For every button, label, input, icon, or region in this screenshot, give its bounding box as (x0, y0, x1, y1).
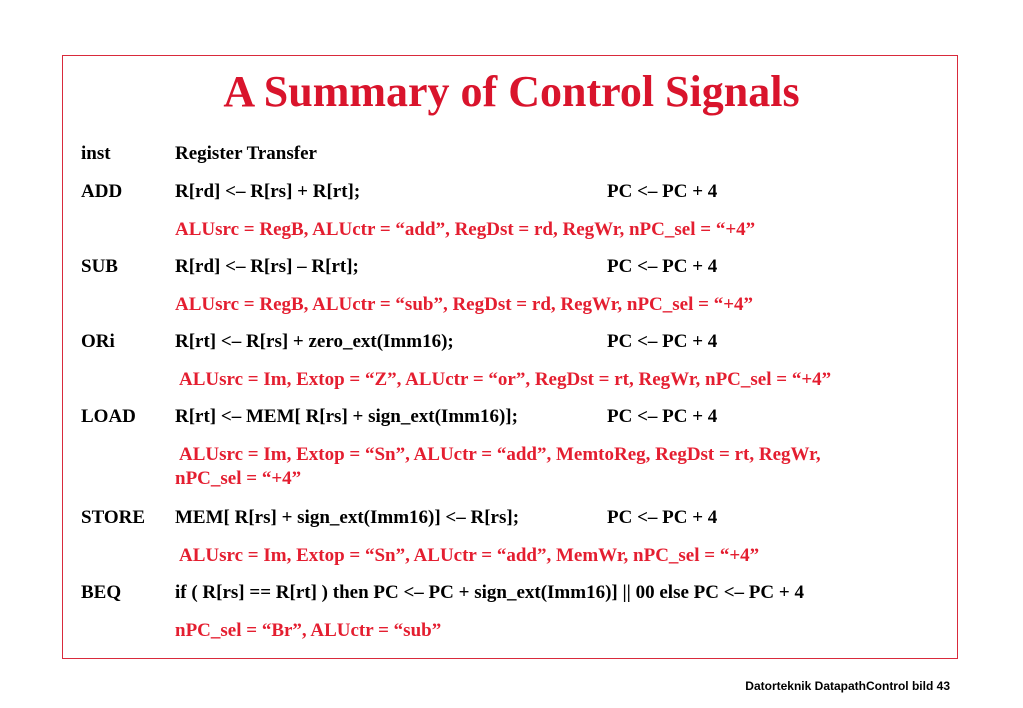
inst-store: STORE (81, 507, 146, 528)
table-header (81, 143, 317, 165)
transfer-load: R[rt] <– MEM[ R[rs] + sign_ext(Imm16)]; (175, 406, 518, 427)
transfer-sub: R[rd] <– R[rs] – R[rt]; (175, 256, 359, 277)
control-sub: ALUsrc = RegB, ALUctr = “sub”, RegDst = rd, RegWr, nPC_sel = “+4” (175, 294, 754, 315)
transfer-store: MEM[ R[rs] + sign_ext(Imm16)] <– R[rs]; (175, 507, 520, 528)
pc-add: PC <– PC + 4 (607, 181, 718, 202)
transfer-beq: if ( R[rs] == R[rt] ) then PC <– PC + sign_ext(Imm16)] || 00 else PC <– PC + 4 (175, 582, 804, 603)
pc-ori: PC <– PC + 4 (607, 331, 718, 352)
control-add: ALUsrc = RegB, ALUctr = “add”, RegDst = rd, RegWr, nPC_sel = “+4” (175, 219, 756, 240)
slide-footer: Datorteknik DatapathControl bild 43 (745, 679, 950, 693)
pc-load: PC <– PC + 4 (607, 406, 718, 427)
header-inst: inst (81, 143, 111, 164)
header-transfer: Register Transfer (175, 143, 317, 164)
inst-add: ADD (81, 181, 123, 202)
inst-load: LOAD (81, 406, 136, 427)
control-load-line1: ALUsrc = Im, Extop = “Sn”, ALUctr = “add”, MemtoReg, RegDst = rt, RegWr, (179, 444, 821, 465)
inst-sub: SUB (81, 256, 118, 277)
transfer-ori: R[rt] <– R[rs] + zero_ext(Imm16); (175, 331, 454, 352)
pc-store: PC <– PC + 4 (607, 507, 718, 528)
control-load-line2: nPC_sel = “+4” (175, 468, 302, 489)
transfer-add: R[rd] <– R[rs] + R[rt]; (175, 181, 361, 202)
inst-ori: ORi (81, 331, 115, 352)
control-store: ALUsrc = Im, Extop = “Sn”, ALUctr = “add”, MemWr, nPC_sel = “+4” (179, 545, 760, 566)
slide-title: A Summary of Control Signals (223, 67, 800, 116)
control-beq: nPC_sel = “Br”, ALUctr = “sub” (175, 620, 442, 641)
inst-beq: BEQ (81, 582, 122, 603)
pc-sub: PC <– PC + 4 (607, 256, 718, 277)
control-ori: ALUsrc = Im, Extop = “Z”, ALUctr = “or”, RegDst = rt, RegWr, nPC_sel = “+4” (179, 369, 832, 390)
